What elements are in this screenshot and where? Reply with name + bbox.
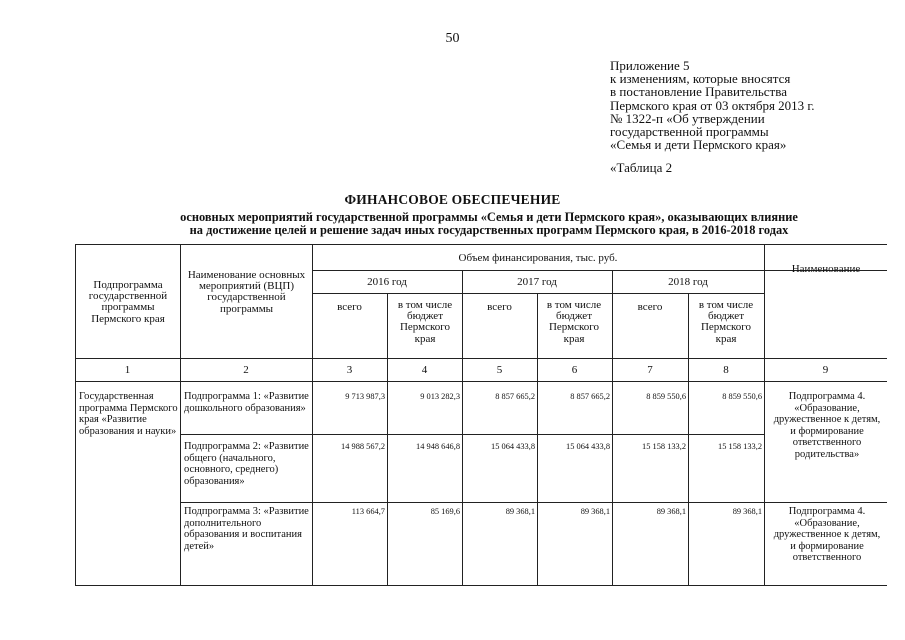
column-index: 7 [647,364,653,376]
document-subtitle [76,211,902,237]
year-header-2017: 2017 год [517,276,557,288]
appendix-line: Приложение 5 [610,58,690,73]
column-index: 1 [124,364,131,376]
subheader-total: всего [637,301,663,313]
subheader-budget: в том числе бюджет Пермского края [698,299,754,345]
value-2016-budget: 9 013 282,3 [420,392,460,401]
column-index: 9 [822,364,829,376]
subheader-total: всего [337,301,362,313]
value-2017-total: 89 368,1 [505,507,535,516]
col-header-subprogram: Подпрограмма государственной программы Пермского края [88,279,168,325]
subprogram-name: Подпрограмма 2: «Развитие общего (начального, основного, среднего) образования» [184,441,309,487]
subheader-budget: в том числе бюджет Пермского края [546,299,602,345]
value-2017-budget: 8 857 665,2 [570,392,610,401]
appendix-line: «Семья и дети Пермского края» [610,137,787,153]
appendix-line: государственной программы [610,124,769,140]
value-2017-budget: 89 368,1 [580,507,610,516]
subheader-total: всего [487,301,512,313]
related-program: Подпрограмма 4. «Образование, дружественное к детям, и формирование ответственного родительства» [773,391,881,460]
col-header-activities: Наименование основных мероприятий (ВЦП) государственной программы [187,269,306,315]
program-name: Государственная программа Пермского края «Развитие образования и науки» [79,391,178,437]
value-2016-total: 9 713 987,3 [345,392,385,401]
appendix-line: Пермского края от 03 октября 2013 г. [610,97,815,113]
value-2018-budget: 89 368,1 [732,507,762,516]
document-title: ФИНАНСОВОЕ ОБЕСПЕЧЕНИЕ [344,192,561,207]
funding-header: Объем финансирования, тыс. руб. [458,252,618,264]
value-2017-budget: 15 064 433,8 [566,442,610,451]
value-2017-total: 15 064 433,8 [491,442,535,451]
year-header-2018: 2018 год [668,276,708,288]
column-index: 2 [243,364,249,376]
column-index: 8 [723,364,729,376]
appendix-line: в постановление Правительства [610,84,787,100]
value-2016-total: 14 988 567,2 [341,442,385,451]
appendix-line: № 1322-п «Об утверждении [610,110,765,126]
table-label: «Таблица 2 [610,160,673,175]
page-number: 50 [445,31,460,46]
value-2018-budget: 15 158 133,2 [718,442,762,451]
value-2018-total: 15 158 133,2 [642,442,686,451]
subprogram-name: Подпрограмма 3: «Развитие дополнительного образования и воспитания детей» [184,506,309,552]
value-2018-total: 8 859 550,6 [646,392,686,401]
value-2017-total: 8 857 665,2 [495,392,535,401]
value-2016-total: 113 664,7 [351,507,385,516]
value-2018-budget: 8 859 550,6 [722,392,762,401]
related-program: Подпрограмма 4. «Образование, дружественное к детям, и формирование ответственного [773,506,881,564]
col-header-name: Наименование [791,263,861,275]
column-index: 3 [346,364,353,376]
appendix-line: к изменениям, которые вносятся [610,71,791,87]
subtitle-line: основных мероприятий государственной программы «Семья и дети Пермского края», оказывающих влияние [180,210,798,224]
value-2018-total: 89 368,1 [656,507,686,516]
value-2016-budget: 14 948 646,8 [416,442,460,451]
year-header-2016: 2016 год [367,276,407,288]
subheader-budget: в том числе бюджет Пермского края [397,299,453,345]
column-index: 4 [421,364,428,376]
column-index: 5 [496,364,503,376]
subtitle-line: на достижение целей и решение задач иных государственных программ Пермского края, в 2016-2018 годах [189,223,789,237]
value-2016-budget: 85 169,6 [430,507,460,516]
subprogram-name: Подпрограмма 1: «Развитие дошкольного образования» [184,391,309,414]
column-index: 6 [571,364,578,376]
appendix-note [610,59,815,151]
